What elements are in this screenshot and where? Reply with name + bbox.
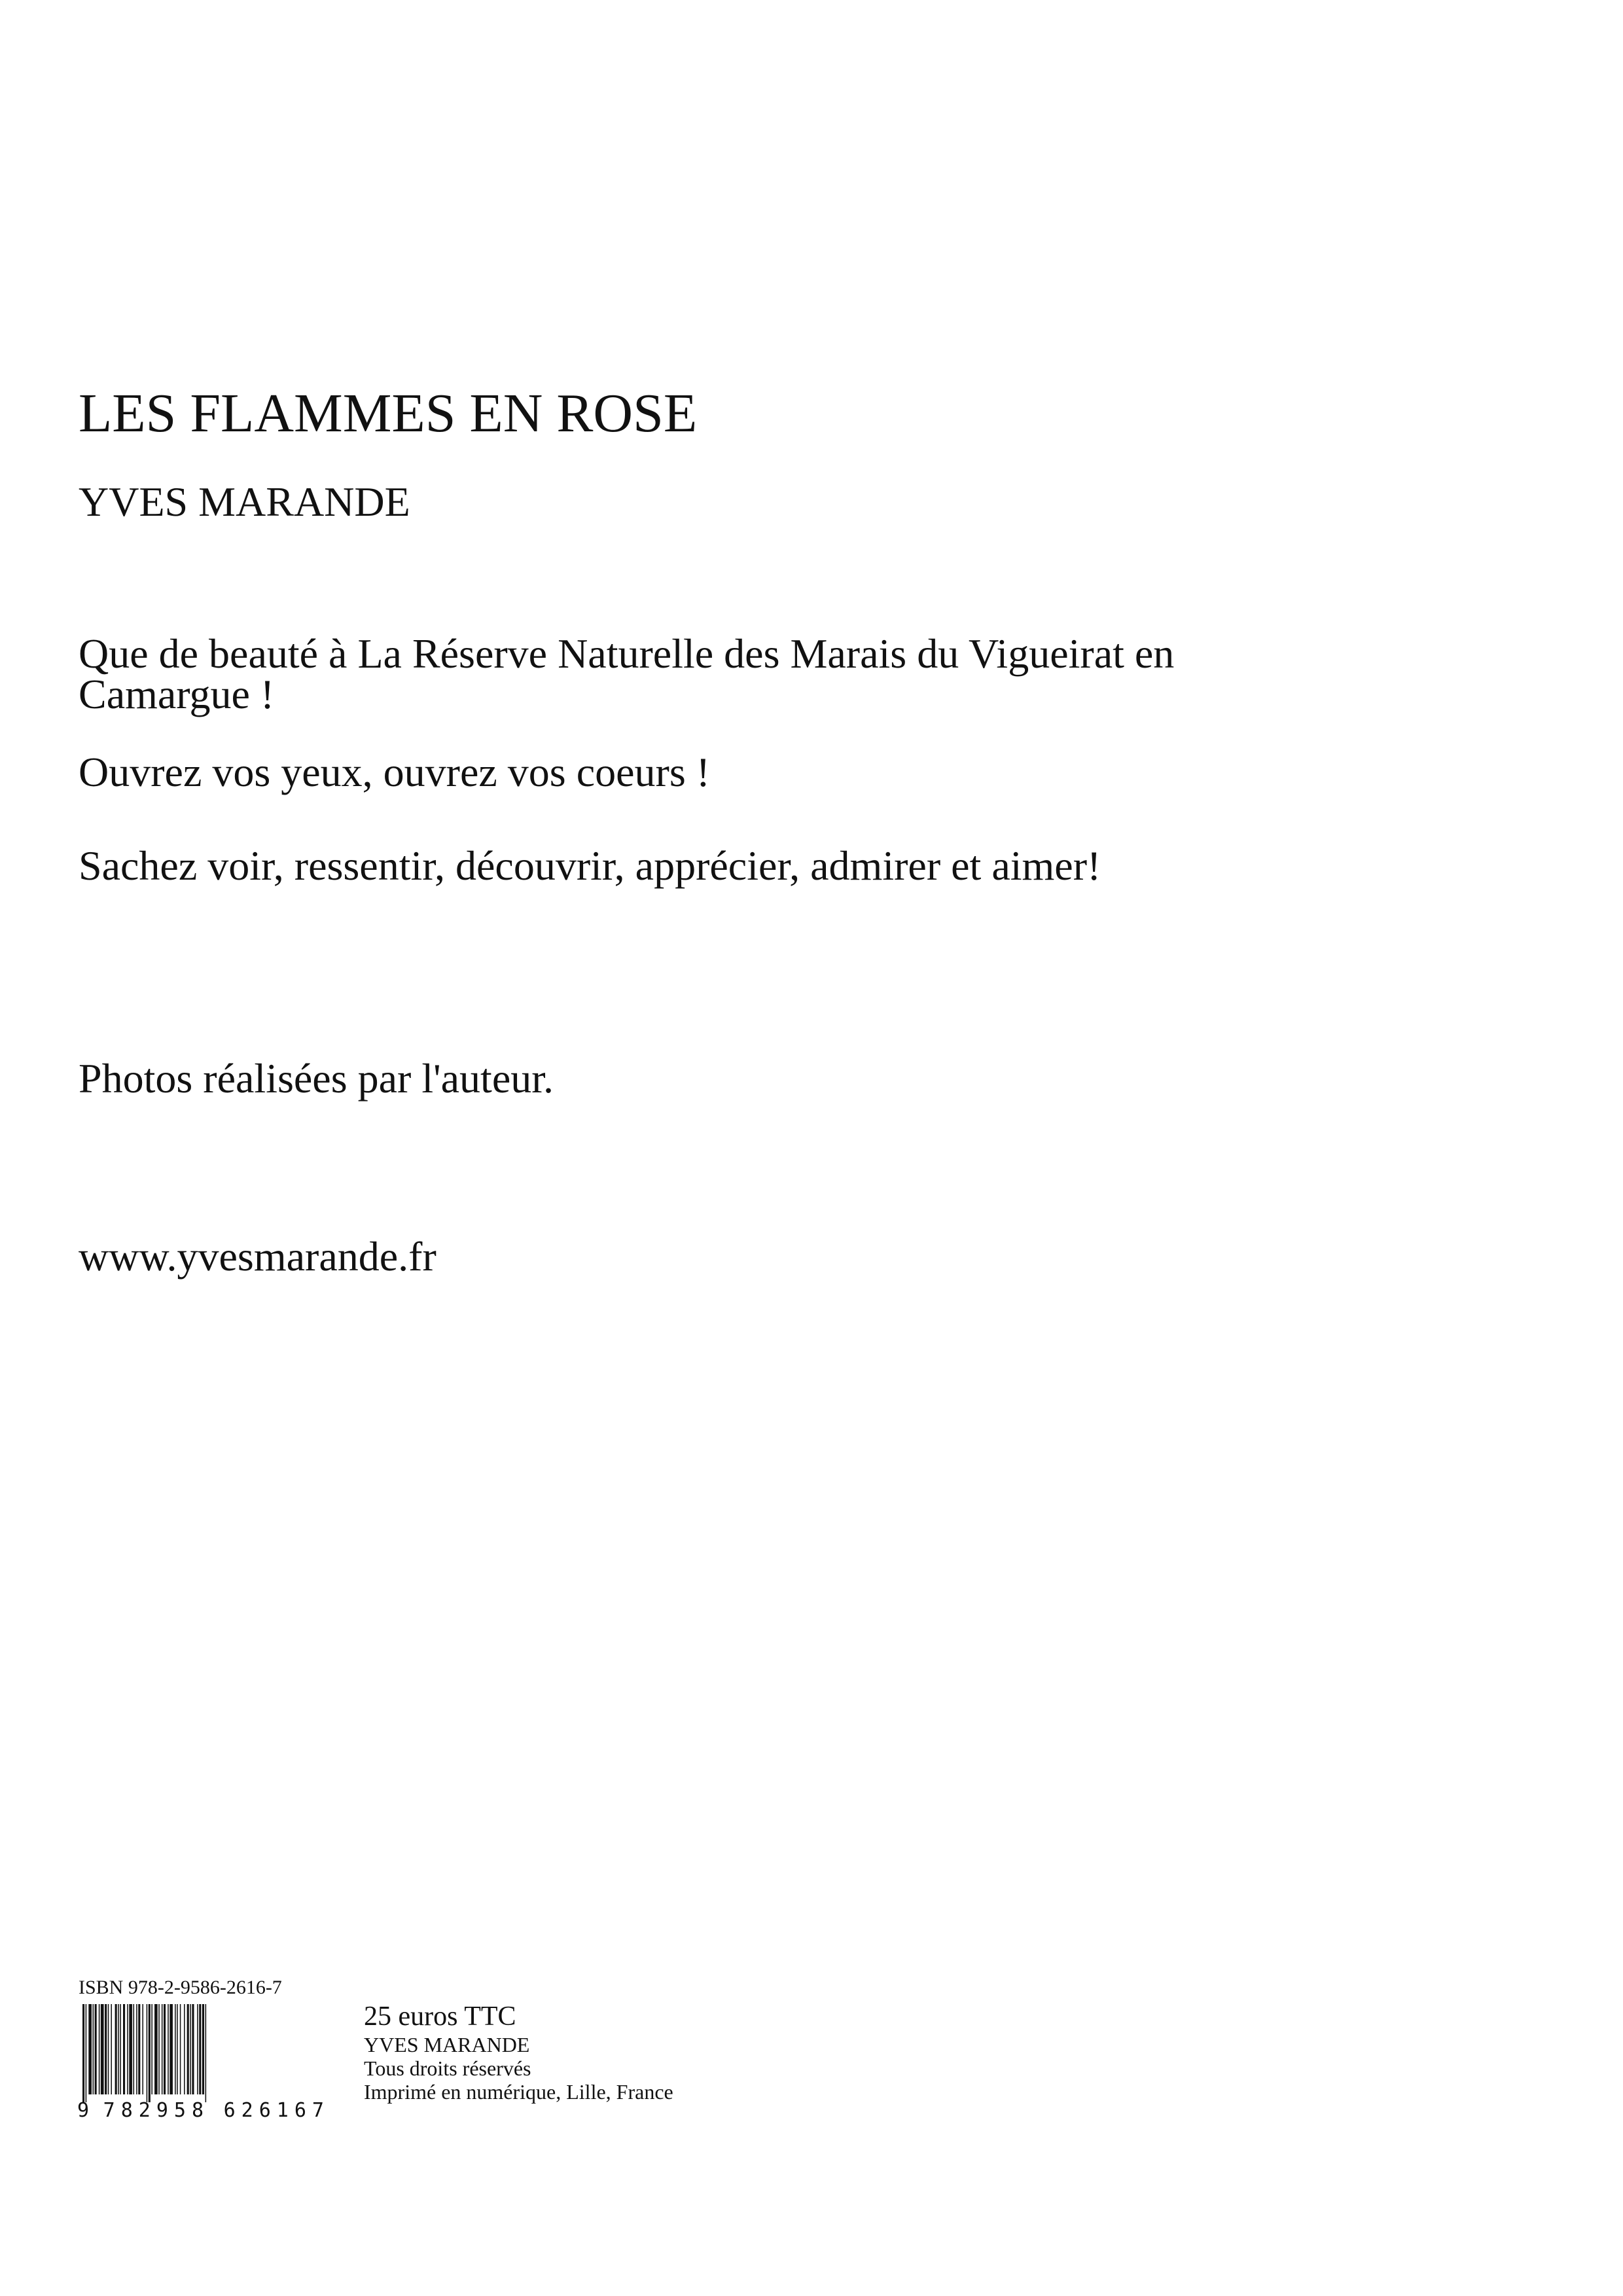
barcode-bar	[82, 2004, 84, 2102]
isbn-label: ISBN 978-2-9586-2616-7	[79, 1977, 282, 1998]
barcode-bar	[108, 2004, 109, 2094]
barcode-bar	[101, 2004, 104, 2094]
barcode-bar	[115, 2004, 117, 2094]
barcode-bar	[149, 2004, 151, 2102]
barcode-bar	[192, 2004, 194, 2094]
price-label: 25 euros TTC	[364, 2001, 516, 2032]
photo-credit: Photos réalisées par l'auteur.	[79, 1055, 554, 1102]
barcode-image	[79, 2004, 327, 2102]
barcode-bar	[134, 2004, 135, 2094]
barcode-bar	[154, 2004, 158, 2094]
barcode-bar	[136, 2004, 137, 2094]
barcode-bar	[127, 2004, 128, 2094]
barcode-bar	[120, 2004, 121, 2094]
barcode-bar	[175, 2004, 176, 2094]
blurb-paragraph-2: Ouvrez vos yeux, ouvrez vos coeurs !	[79, 749, 711, 795]
barcode-bar	[177, 2004, 178, 2094]
barcode-bar	[162, 2004, 163, 2094]
barcode-bar	[95, 2004, 97, 2094]
barcode-digits	[77, 2101, 330, 2121]
barcode-bar	[147, 2004, 148, 2102]
blurb-paragraph-3: Sachez voir, ressentir, découvrir, apprécier, admirer et aimer!	[79, 842, 1101, 889]
barcode-digit-group-1: 782958	[103, 2099, 210, 2122]
book-author: YVES MARANDE	[79, 478, 410, 525]
barcode-bar	[105, 2004, 107, 2094]
rights-notice: Tous droits réservés	[364, 2056, 531, 2080]
barcode-bar	[129, 2004, 132, 2094]
barcode-bar	[158, 2004, 160, 2094]
barcode-bar	[164, 2004, 166, 2094]
barcode-bar	[88, 2004, 92, 2094]
barcode-bar	[205, 2004, 207, 2102]
barcode-bar	[190, 2004, 191, 2094]
barcode-lead-digit: 9	[77, 2099, 90, 2122]
barcode-bar	[180, 2004, 181, 2094]
barcode-bar	[199, 2004, 201, 2094]
barcode-bar	[197, 2004, 198, 2094]
barcode-bar	[187, 2004, 189, 2094]
barcode-bar	[93, 2004, 94, 2094]
barcode-bar	[86, 2004, 87, 2102]
barcode-digit-group-2: 626167	[223, 2099, 330, 2122]
barcode-bar	[99, 2004, 100, 2094]
barcode-bar	[138, 2004, 140, 2094]
barcode-bar	[111, 2004, 112, 2094]
publisher-name: YVES MARANDE	[364, 2033, 530, 2056]
blurb-paragraph-1: Que de beauté à La Réserve Naturelle des Marais du Vigueirat en Camargue !	[79, 630, 1175, 717]
website-url[interactable]: www.yvesmarande.fr	[79, 1233, 437, 1280]
book-title: LES FLAMMES EN ROSE	[79, 383, 698, 444]
barcode-bar	[169, 2004, 173, 2094]
barcode-bar	[184, 2004, 185, 2094]
barcode-bar	[142, 2004, 143, 2094]
barcode-bar	[151, 2004, 152, 2094]
barcode-bar	[123, 2004, 125, 2094]
barcode-bar	[202, 2004, 204, 2094]
barcode-bar	[118, 2004, 119, 2094]
printing-location: Imprimé en numérique, Lille, France	[364, 2080, 673, 2104]
barcode-bar	[168, 2004, 169, 2094]
